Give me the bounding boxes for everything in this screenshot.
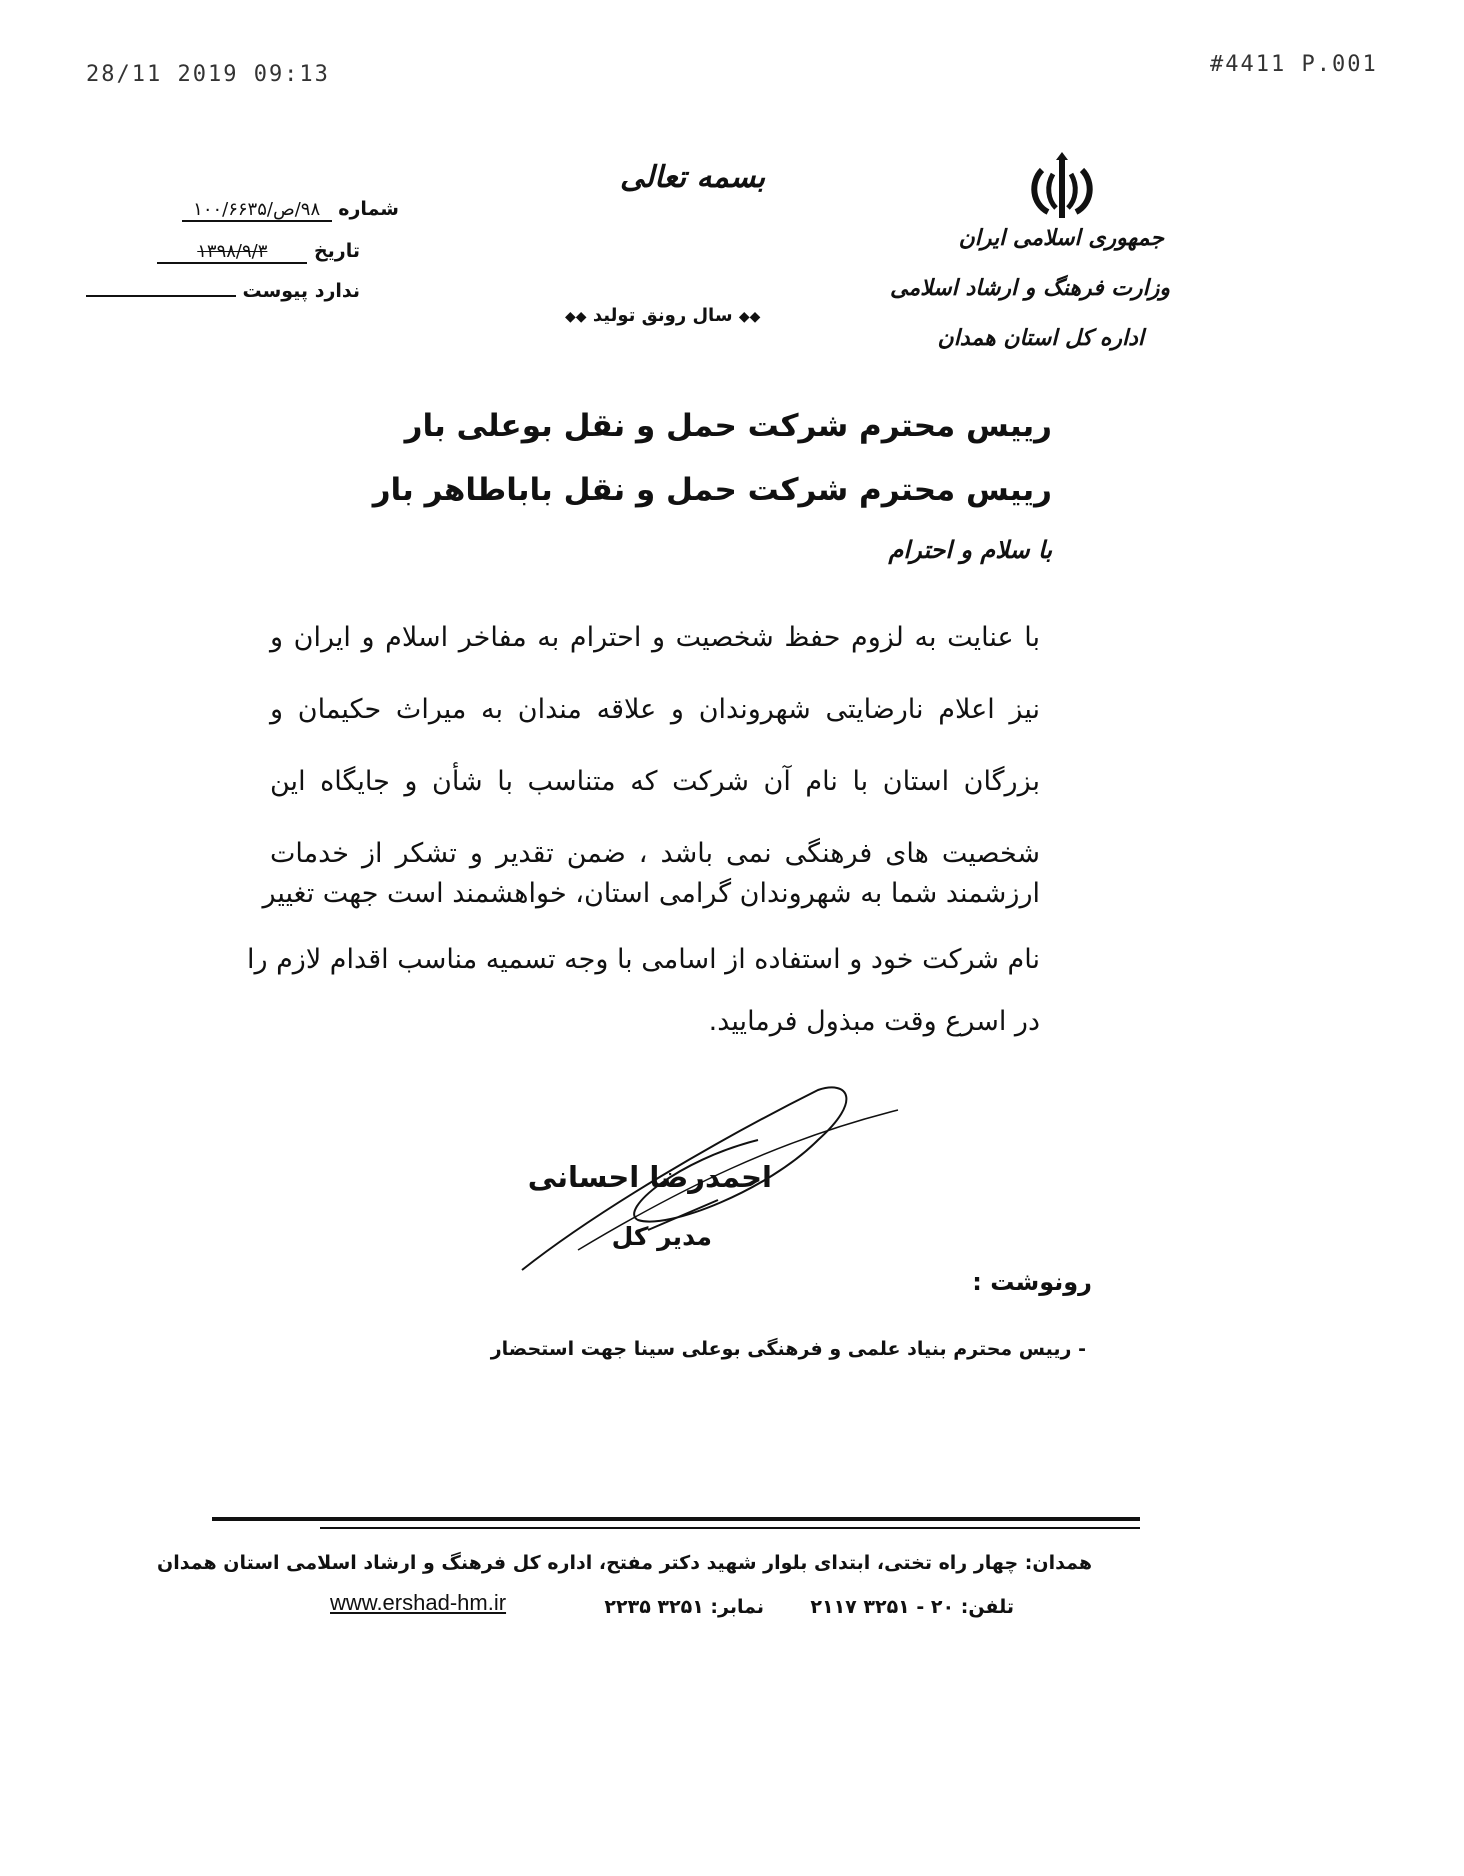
recipient-1: رییس محترم شرکت حمل و نقل بوعلی بار xyxy=(404,408,1052,444)
fax-timestamp: 28/11 2019 09:13 xyxy=(86,62,330,87)
iran-emblem-icon xyxy=(1022,148,1102,228)
footer-address: همدان: چهار راه تختی، ابتدای بلوار شهید دکتر مفتح، اداره کل فرهنگ و ارشاد اسلامی استان همدان xyxy=(157,1552,1092,1574)
footer-rule-bottom xyxy=(320,1527,1140,1529)
footer-fax: نمابر: ۳۲۵۱ ۲۲۳۵ xyxy=(604,1596,764,1618)
attachment-line xyxy=(86,295,236,297)
year-motto xyxy=(565,305,760,326)
motto-ornament-right: ◆◆ xyxy=(565,309,587,325)
greeting: با سلام و احترام xyxy=(888,535,1052,564)
bismillah-heading: بسمه تعالی xyxy=(620,160,766,195)
date-value: ۱۳۹۸/۹/۳ xyxy=(157,241,307,264)
org-line-2: وزارت فرهنگ و ارشاد اسلامی xyxy=(889,275,1170,301)
body-line-3: بزرگان استان با نام آن شرکت که متناسب با شأن و جایگاه این xyxy=(270,766,1040,797)
body-line-1: با عنایت به لزوم حفظ شخصیت و احترام به مفاخر اسلام و ایران و xyxy=(270,622,1040,653)
body-line-4: شخصیت های فرهنگی نمی باشد ، ضمن تقدیر و تشکر از خدمات xyxy=(270,838,1040,869)
letter-number-row xyxy=(182,198,399,222)
body-line-2: نیز اعلام نارضایتی شهروندان و علاقه مندان به میراث حکیمان و xyxy=(270,694,1040,725)
letter-attachment-row xyxy=(86,280,360,302)
fax-page-ref: #4411 P.001 xyxy=(1210,52,1378,77)
signatory-name: احمدرضا احسانی xyxy=(527,1160,772,1194)
cc-label: رونوشت : xyxy=(972,1268,1092,1296)
signatory-title: مدیر کل xyxy=(611,1222,712,1251)
attachment-text: پیوست xyxy=(242,280,309,302)
cc-item-1: - رییس محترم بنیاد علمی و فرهنگی بوعلی سینا جهت استحضار xyxy=(490,1338,1086,1360)
attachment-label: ندارد xyxy=(314,280,360,302)
org-line-3: اداره کل استان همدان xyxy=(937,325,1144,351)
body-line-5: ارزشمند شما به شهروندان گرامی استان، خواهشمند است جهت تغییر xyxy=(262,878,1040,909)
footer-phone: تلفن: ۲۰ - ۳۲۵۱ ۲۱۱۷ xyxy=(810,1596,1014,1618)
body-line-7: در اسرع وقت مبذول فرمایید. xyxy=(708,1006,1040,1037)
recipient-2: رییس محترم شرکت حمل و نقل باباطاهر بار xyxy=(372,472,1052,508)
footer-rule-top xyxy=(212,1517,1140,1521)
website-link[interactable]: www.ershad-hm.ir xyxy=(330,1590,507,1615)
number-label: شماره xyxy=(338,198,399,220)
motto-ornament-left: ◆◆ xyxy=(738,309,761,325)
number-value: ۹۸/ص/۱۰۰/۶۶۳۵ xyxy=(182,199,332,222)
date-label: تاریخ xyxy=(313,240,360,262)
body-line-6: نام شرکت خود و استفاده از اسامی با وجه تسمیه مناسب اقدام لازم را xyxy=(246,944,1040,975)
year-motto-text: سال رونق تولید xyxy=(592,305,733,326)
letter-date-row xyxy=(157,240,360,264)
org-line-1: جمهوری اسلامی ایران xyxy=(958,225,1164,251)
